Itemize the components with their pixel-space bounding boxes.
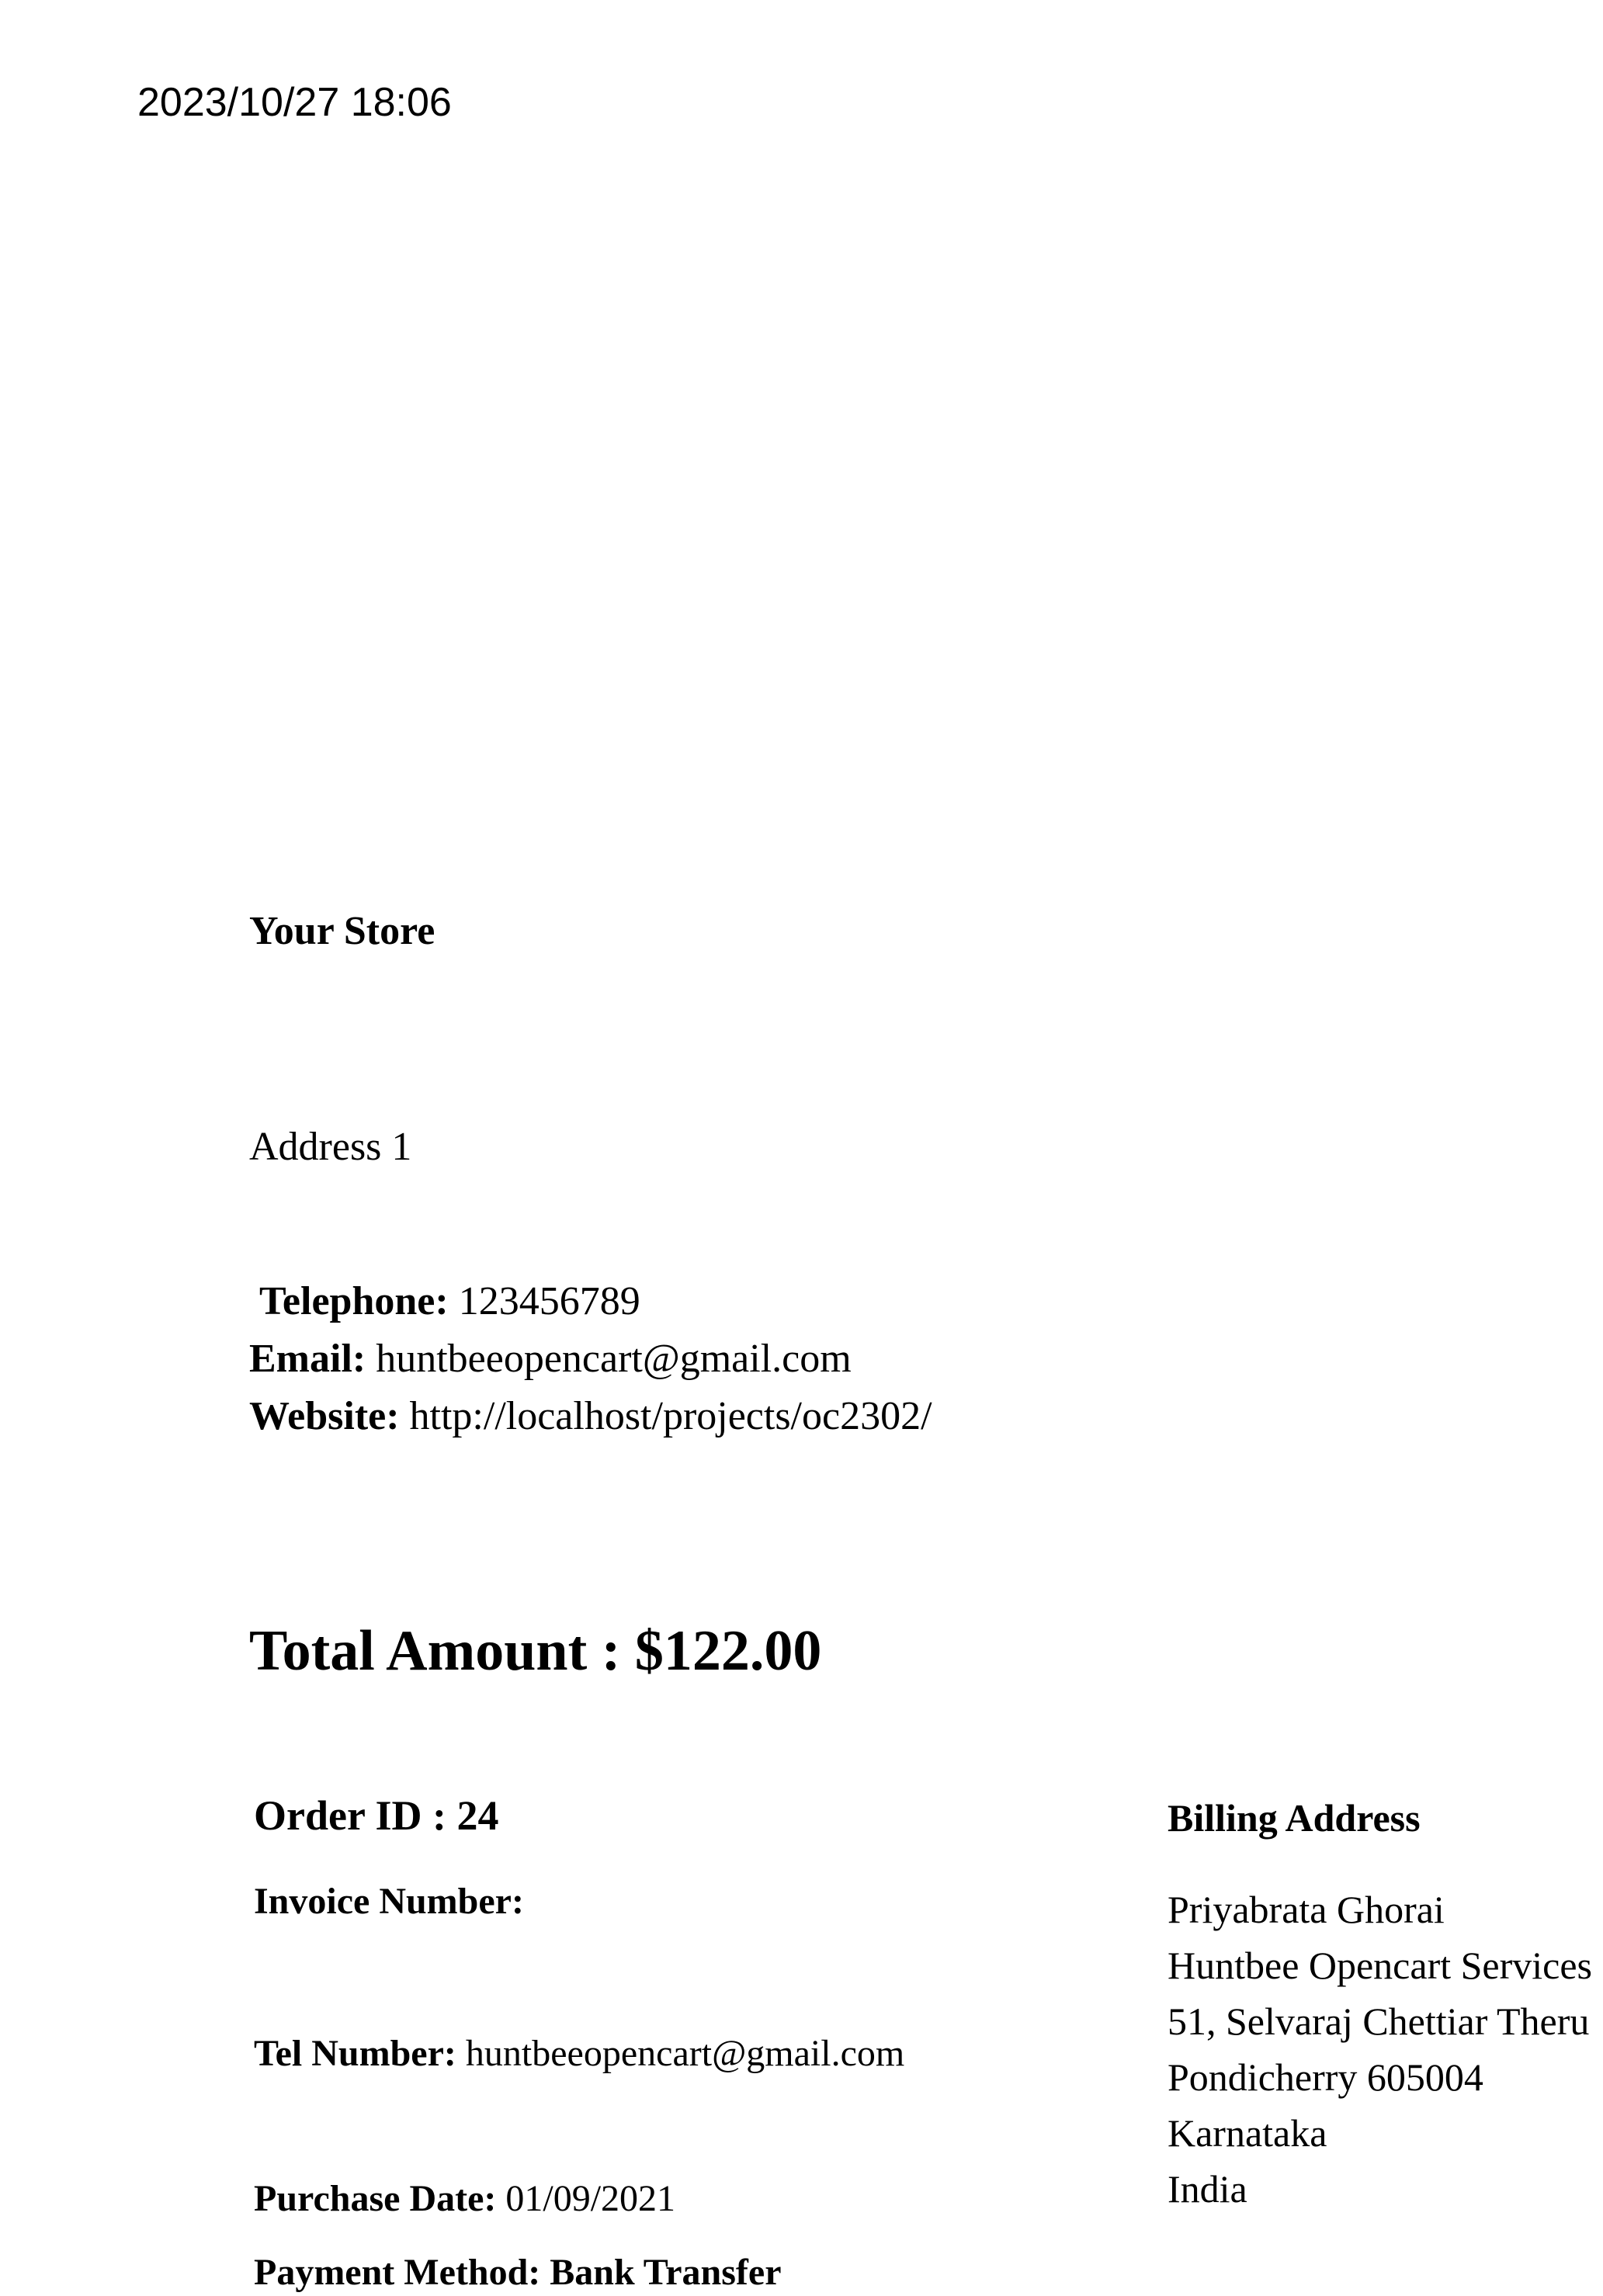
tel-number-label: Tel Number: [254, 2033, 456, 2074]
store-telephone-value: 123456789 [458, 1279, 640, 1323]
tel-number-value: huntbeeopencart@gmail.com [465, 2033, 905, 2074]
store-website-label: Website: [249, 1394, 400, 1438]
store-email-label: Email: [249, 1337, 366, 1381]
store-name: Your Store [249, 909, 435, 953]
store-telephone-line [249, 1273, 932, 1330]
billing-address-line: Huntbee Opencart Services [1168, 1944, 1592, 1987]
store-email-line [249, 1330, 932, 1388]
invoice-number-label: Invoice Number: [254, 1881, 524, 1922]
billing-address-line: 51, Selvaraj Chettiar Theru [1168, 1999, 1590, 2043]
store-address: Address 1 [249, 1125, 412, 1169]
store-contact-block [249, 1273, 932, 1445]
total-amount-heading: Total Amount : $122.00 [249, 1619, 822, 1683]
store-telephone-label: Telephone: [259, 1279, 449, 1323]
billing-address-title: Billing Address [1168, 1796, 1421, 1840]
store-email-value: huntbeeopencart@gmail.com [376, 1337, 852, 1381]
billing-address-line: India [1168, 2167, 1247, 2211]
store-website-value: http://localhost/projects/oc2302/ [409, 1394, 932, 1438]
purchase-date-value: 01/09/2021 [505, 2178, 676, 2219]
billing-address-block [1168, 1882, 1592, 2217]
print-timestamp: 2023/10/27 18:06 [137, 80, 452, 125]
store-website-line [249, 1388, 932, 1445]
tel-number-line [254, 2031, 904, 2077]
purchase-date-label: Purchase Date: [254, 2178, 497, 2219]
billing-address-line: Pondicherry 605004 [1168, 2055, 1483, 2099]
payment-method-line: Payment Method: Bank Transfer [254, 2252, 782, 2293]
purchase-date-line [254, 2176, 675, 2222]
billing-address-line: Karnataka [1168, 2111, 1327, 2155]
billing-address-line: Priyabrata Ghorai [1168, 1888, 1445, 1931]
order-id: Order ID : 24 [254, 1792, 499, 1839]
